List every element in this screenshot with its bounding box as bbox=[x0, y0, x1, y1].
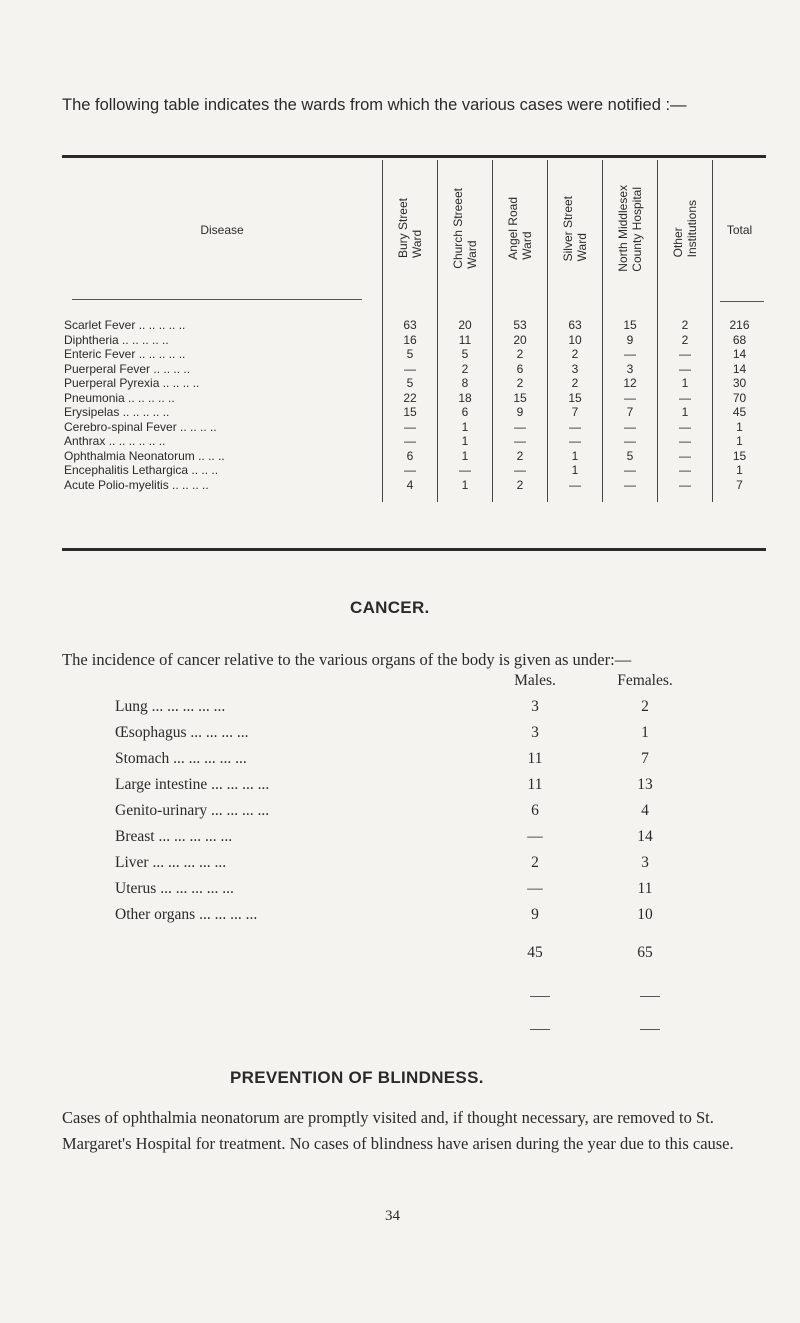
table-cell: 1 bbox=[658, 405, 713, 420]
table-cell: — bbox=[438, 463, 493, 478]
table-cell: — bbox=[383, 434, 438, 449]
table-cell: — bbox=[548, 478, 603, 503]
cancer-row bbox=[115, 828, 735, 854]
males-value: — bbox=[527, 880, 543, 897]
header-rule-right bbox=[720, 301, 764, 302]
table-cell: 2 bbox=[658, 300, 713, 333]
organ-name: Breast ... ... ... ... ... bbox=[115, 828, 233, 845]
females-value: 13 bbox=[637, 776, 653, 793]
table-cell: — bbox=[658, 478, 713, 503]
table-cell: 6 bbox=[493, 362, 548, 377]
males-value: — bbox=[527, 828, 543, 845]
cancer-header-row bbox=[115, 672, 735, 698]
table-cell: 2 bbox=[493, 449, 548, 464]
males-header: Males. bbox=[514, 672, 556, 689]
cancer-intro: The incidence of cancer relative to the various organs of the body is given as under:— bbox=[62, 649, 632, 669]
table-header-row bbox=[62, 160, 766, 300]
table-cell: — bbox=[658, 391, 713, 406]
males-value: 11 bbox=[527, 776, 543, 793]
females-value: 14 bbox=[637, 828, 653, 845]
females-value: 2 bbox=[641, 698, 649, 715]
table-cell: — bbox=[658, 449, 713, 464]
females-value: 7 bbox=[641, 750, 649, 767]
males-value: 2 bbox=[531, 854, 539, 871]
table-cell: — bbox=[548, 434, 603, 449]
table-cell: 30 bbox=[713, 376, 767, 391]
column-header-label: Angel Road Ward bbox=[506, 197, 534, 260]
table-cell: — bbox=[383, 463, 438, 478]
table-cell: 20 bbox=[493, 333, 548, 348]
table-row bbox=[62, 333, 766, 348]
disease-name: Enteric Fever .. .. .. .. .. bbox=[64, 347, 186, 361]
header-rule-left bbox=[72, 299, 362, 300]
table-row bbox=[62, 434, 766, 449]
table-cell: — bbox=[603, 347, 658, 362]
table-cell: 10 bbox=[548, 333, 603, 348]
sum-rule-males bbox=[530, 996, 550, 997]
table-cell: 14 bbox=[713, 347, 767, 362]
table-cell: — bbox=[603, 463, 658, 478]
table-cell: 5 bbox=[383, 347, 438, 362]
cancer-row bbox=[115, 724, 735, 750]
column-header bbox=[383, 160, 438, 300]
table-cell: 1 bbox=[438, 478, 493, 503]
table-row bbox=[62, 300, 766, 333]
table-cell: 216 bbox=[713, 300, 767, 333]
organ-name: Other organs ... ... ... ... bbox=[115, 906, 258, 923]
table-cell: 15 bbox=[548, 391, 603, 406]
table-cell: — bbox=[603, 478, 658, 503]
disease-name: Diphtheria .. .. .. .. .. bbox=[64, 332, 169, 347]
cancer-row bbox=[115, 854, 735, 880]
table-cell: 6 bbox=[383, 449, 438, 464]
table-cell: 2 bbox=[438, 362, 493, 377]
table-cell: 7 bbox=[603, 405, 658, 420]
organ-name: Lung ... ... ... ... ... bbox=[115, 698, 226, 715]
table-cell: — bbox=[603, 420, 658, 435]
table-cell: — bbox=[658, 434, 713, 449]
total-header: Total bbox=[713, 160, 767, 300]
table-cell: 1 bbox=[658, 376, 713, 391]
ward-notifications-table bbox=[62, 160, 766, 502]
table-cell: 70 bbox=[713, 391, 767, 406]
disease-name: Encephalitis Lethargica .. .. .. bbox=[64, 463, 219, 477]
column-header bbox=[658, 160, 713, 300]
disease-name: Pneumonia .. .. .. .. .. bbox=[64, 390, 175, 405]
table-cell: — bbox=[493, 420, 548, 435]
table-cell: — bbox=[658, 420, 713, 435]
table-cell: 2 bbox=[493, 478, 548, 503]
disease-name: Puerperal Pyrexia .. .. .. .. bbox=[64, 376, 200, 390]
table-cell: 2 bbox=[548, 376, 603, 391]
table-cell: 6 bbox=[438, 405, 493, 420]
males-value: 3 bbox=[531, 698, 539, 715]
intro-text: The following table indicates the wards from which the various cases were notified :— bbox=[62, 95, 687, 114]
females-value: 11 bbox=[637, 880, 653, 897]
blindness-heading: PREVENTION OF BLINDNESS. bbox=[230, 1068, 484, 1087]
table-row bbox=[62, 420, 766, 435]
cancer-heading: CANCER. bbox=[350, 598, 430, 617]
table-cell: 2 bbox=[548, 347, 603, 362]
cancer-row bbox=[115, 802, 735, 828]
table-cell: 68 bbox=[713, 333, 767, 348]
table-cell: 63 bbox=[548, 300, 603, 333]
total-males: 45 bbox=[527, 944, 543, 961]
table-cell: 7 bbox=[713, 478, 767, 503]
table-cell: 53 bbox=[493, 300, 548, 333]
cancer-row bbox=[115, 750, 735, 776]
table-row bbox=[62, 376, 766, 391]
table-row bbox=[62, 391, 766, 406]
column-header bbox=[603, 160, 658, 300]
table-cell: 2 bbox=[493, 376, 548, 391]
table-cell: 1 bbox=[713, 420, 767, 435]
table-row bbox=[62, 463, 766, 478]
table-row bbox=[62, 405, 766, 420]
table-cell: 1 bbox=[438, 420, 493, 435]
table-cell: — bbox=[658, 362, 713, 377]
table-cell: 8 bbox=[438, 376, 493, 391]
column-header-label: Bury Street Ward bbox=[396, 198, 424, 259]
cancer-total-row bbox=[115, 944, 735, 970]
cancer-table bbox=[115, 672, 735, 970]
table-cell: 5 bbox=[603, 449, 658, 464]
table-cell: 45 bbox=[713, 405, 767, 420]
table-cell: — bbox=[383, 420, 438, 435]
total-rule-females bbox=[640, 1029, 660, 1030]
organ-name: Uterus ... ... ... ... ... bbox=[115, 880, 234, 897]
column-header bbox=[493, 160, 548, 300]
organ-name: Liver ... ... ... ... ... bbox=[115, 854, 227, 871]
table-cell: 18 bbox=[438, 391, 493, 406]
table-cell: 16 bbox=[383, 333, 438, 348]
table-cell: — bbox=[658, 347, 713, 362]
page-number: 34 bbox=[385, 1208, 400, 1224]
table-cell: — bbox=[603, 434, 658, 449]
organ-name: Large intestine ... ... ... ... bbox=[115, 776, 270, 793]
females-header: Females. bbox=[617, 672, 673, 689]
table-cell: 22 bbox=[383, 391, 438, 406]
males-value: 3 bbox=[531, 724, 539, 741]
table-cell: — bbox=[493, 434, 548, 449]
table-top-rule bbox=[62, 155, 766, 158]
column-header-label: Other Institutions bbox=[671, 199, 699, 258]
table-row bbox=[62, 362, 766, 377]
table-cell: 3 bbox=[548, 362, 603, 377]
cancer-row bbox=[115, 906, 735, 932]
table-cell: — bbox=[658, 463, 713, 478]
table-cell: 1 bbox=[438, 449, 493, 464]
table-cell: 9 bbox=[493, 405, 548, 420]
table-cell: 7 bbox=[548, 405, 603, 420]
disease-name: Puerperal Fever .. .. .. .. bbox=[64, 361, 191, 376]
table-cell: 15 bbox=[603, 300, 658, 333]
table-cell: 1 bbox=[548, 449, 603, 464]
table-cell: 1 bbox=[713, 463, 767, 478]
table-cell: 4 bbox=[383, 478, 438, 503]
column-header bbox=[548, 160, 603, 300]
table-cell: 2 bbox=[658, 333, 713, 348]
disease-name: Anthrax .. .. .. .. .. .. bbox=[64, 434, 166, 448]
disease-name: Erysipelas .. .. .. .. .. bbox=[64, 405, 170, 419]
column-header-label: North Middlesex County Hospital bbox=[616, 185, 644, 272]
table-cell: 1 bbox=[548, 463, 603, 478]
column-header-label: Silver Street Ward bbox=[561, 195, 589, 262]
table-cell: 5 bbox=[438, 347, 493, 362]
males-value: 9 bbox=[531, 906, 539, 923]
column-header-label: Church Streeet Ward bbox=[451, 188, 479, 269]
table-cell: 15 bbox=[383, 405, 438, 420]
females-value: 3 bbox=[641, 854, 649, 871]
cancer-row bbox=[115, 776, 735, 802]
table-bottom-rule bbox=[62, 548, 766, 551]
table-row bbox=[62, 347, 766, 362]
organ-name: Œsophagus ... ... ... ... bbox=[115, 724, 249, 741]
disease-name: Scarlet Fever .. .. .. .. .. bbox=[64, 318, 186, 332]
table-cell: 15 bbox=[493, 391, 548, 406]
organ-name: Stomach ... ... ... ... ... bbox=[115, 750, 247, 767]
females-value: 4 bbox=[641, 802, 649, 819]
table-cell: 2 bbox=[493, 347, 548, 362]
disease-name: Acute Polio-myelitis .. .. .. .. bbox=[64, 477, 209, 492]
table-cell: 9 bbox=[603, 333, 658, 348]
table-row bbox=[62, 449, 766, 464]
table-cell: 12 bbox=[603, 376, 658, 391]
blindness-text: Cases of ophthalmia neonatorum are promptly visited and, if thought necessary, are removed to St. Margaret's Hospital for treatment. No cases of blindness have arisen during the year due to this cause. bbox=[62, 1108, 734, 1153]
disease-name: Cerebro-spinal Fever .. .. .. .. bbox=[64, 419, 217, 434]
table-cell: 1 bbox=[438, 434, 493, 449]
table-cell: — bbox=[548, 420, 603, 435]
females-value: 10 bbox=[637, 906, 653, 923]
table-cell: 20 bbox=[438, 300, 493, 333]
table-cell: 3 bbox=[603, 362, 658, 377]
table-cell: — bbox=[383, 362, 438, 377]
column-header bbox=[438, 160, 493, 300]
table-cell: 63 bbox=[383, 300, 438, 333]
sum-rule-females bbox=[640, 996, 660, 997]
table-cell: — bbox=[493, 463, 548, 478]
table-cell: 11 bbox=[438, 333, 493, 348]
table-cell: — bbox=[603, 391, 658, 406]
table-cell: 14 bbox=[713, 362, 767, 377]
females-value: 1 bbox=[641, 724, 649, 741]
table-cell: 15 bbox=[713, 449, 767, 464]
disease-name: Ophthalmia Neonatorum .. .. .. bbox=[64, 448, 225, 463]
table-cell: 1 bbox=[713, 434, 767, 449]
cancer-row bbox=[115, 698, 735, 724]
males-value: 6 bbox=[531, 802, 539, 819]
cancer-row bbox=[115, 880, 735, 906]
table-cell: 5 bbox=[383, 376, 438, 391]
disease-header: Disease bbox=[200, 223, 244, 237]
organ-name: Genito-urinary ... ... ... ... bbox=[115, 802, 270, 819]
table-row bbox=[62, 478, 766, 503]
total-females: 65 bbox=[637, 944, 653, 961]
total-rule-males bbox=[530, 1029, 550, 1030]
males-value: 11 bbox=[527, 750, 543, 767]
